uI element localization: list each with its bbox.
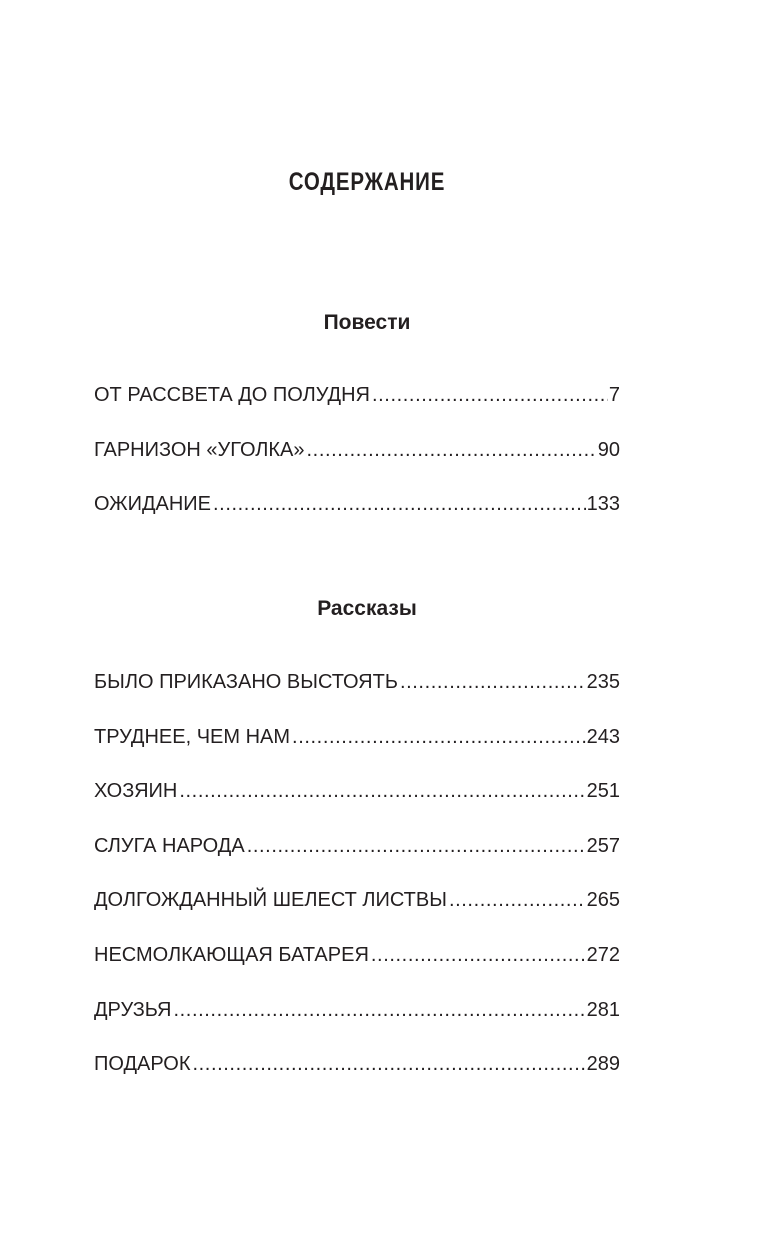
- dot-leader: [372, 383, 608, 407]
- toc-entry-page: 243: [586, 725, 620, 748]
- toc-entry-title: ДОЛГОЖДАННЫЙ ШЕЛЕСТ ЛИСТВЫ: [94, 889, 447, 912]
- toc-entry[interactable]: [94, 725, 620, 780]
- dot-leader: [371, 943, 586, 967]
- toc-entry-title: ТРУДНЕЕ, ЧЕМ НАМ: [94, 725, 291, 748]
- toc-entry-page: 235: [586, 671, 620, 693]
- dot-leader: [247, 834, 586, 858]
- toc-entry-page: 251: [586, 780, 620, 803]
- toc-list-rasskazy: [94, 670, 620, 1107]
- toc-entry-page: 289: [586, 1053, 620, 1076]
- toc-entry-title: ДРУЗЬЯ: [94, 998, 172, 1021]
- toc-entry-title: ГАРНИЗОН «УГОЛКА»: [94, 438, 305, 461]
- toc-entry-page: 133: [586, 493, 620, 516]
- toc-entry-title: ХОЗЯИН: [94, 780, 178, 803]
- toc-entry[interactable]: [94, 438, 620, 493]
- toc-entry[interactable]: [94, 998, 620, 1053]
- toc-entry-page: 257: [586, 834, 620, 857]
- toc-entry-page: 7: [608, 384, 620, 406]
- dot-leader: [173, 998, 585, 1022]
- toc-entry-title: БЫЛО ПРИКАЗАНО ВЫСТОЯТЬ: [94, 671, 398, 693]
- toc-entry-title: ПОДАРОК: [94, 1053, 191, 1076]
- toc-list-povesti: [94, 383, 620, 547]
- toc-entry[interactable]: [94, 834, 620, 889]
- toc-entry[interactable]: [94, 383, 620, 438]
- dot-leader: [192, 1052, 585, 1076]
- toc-entry[interactable]: [94, 492, 620, 547]
- toc-entry-page: 265: [586, 889, 620, 912]
- dot-leader: [307, 438, 597, 462]
- toc-entry-title: ОЖИДАНИЕ: [94, 493, 212, 516]
- dot-leader: [179, 779, 585, 803]
- toc-entry-page: 90: [597, 438, 620, 461]
- toc-entry[interactable]: [94, 943, 620, 998]
- toc-entry-page: 281: [586, 998, 620, 1021]
- section-heading-povesti: Повести: [323, 311, 411, 334]
- toc-entry-page: 272: [586, 943, 620, 966]
- dot-leader: [400, 670, 586, 694]
- toc-entry-title: НЕСМОЛКАЮЩАЯ БАТАРЕЯ: [94, 943, 369, 966]
- dot-leader: [213, 492, 586, 516]
- toc-entry[interactable]: [94, 1052, 620, 1107]
- dot-leader: [449, 888, 586, 912]
- section-heading-rasskazy: Рассказы: [317, 597, 417, 620]
- page-title: СОДЕРЖАНИЕ: [288, 168, 446, 196]
- toc-entry-title: ОТ РАССВЕТА ДО ПОЛУДНЯ: [94, 384, 370, 406]
- toc-entry[interactable]: [94, 888, 620, 943]
- toc-entry[interactable]: [94, 670, 620, 725]
- dot-leader: [292, 725, 586, 749]
- toc-entry-title: СЛУГА НАРОДА: [94, 834, 245, 857]
- toc-entry[interactable]: [94, 779, 620, 834]
